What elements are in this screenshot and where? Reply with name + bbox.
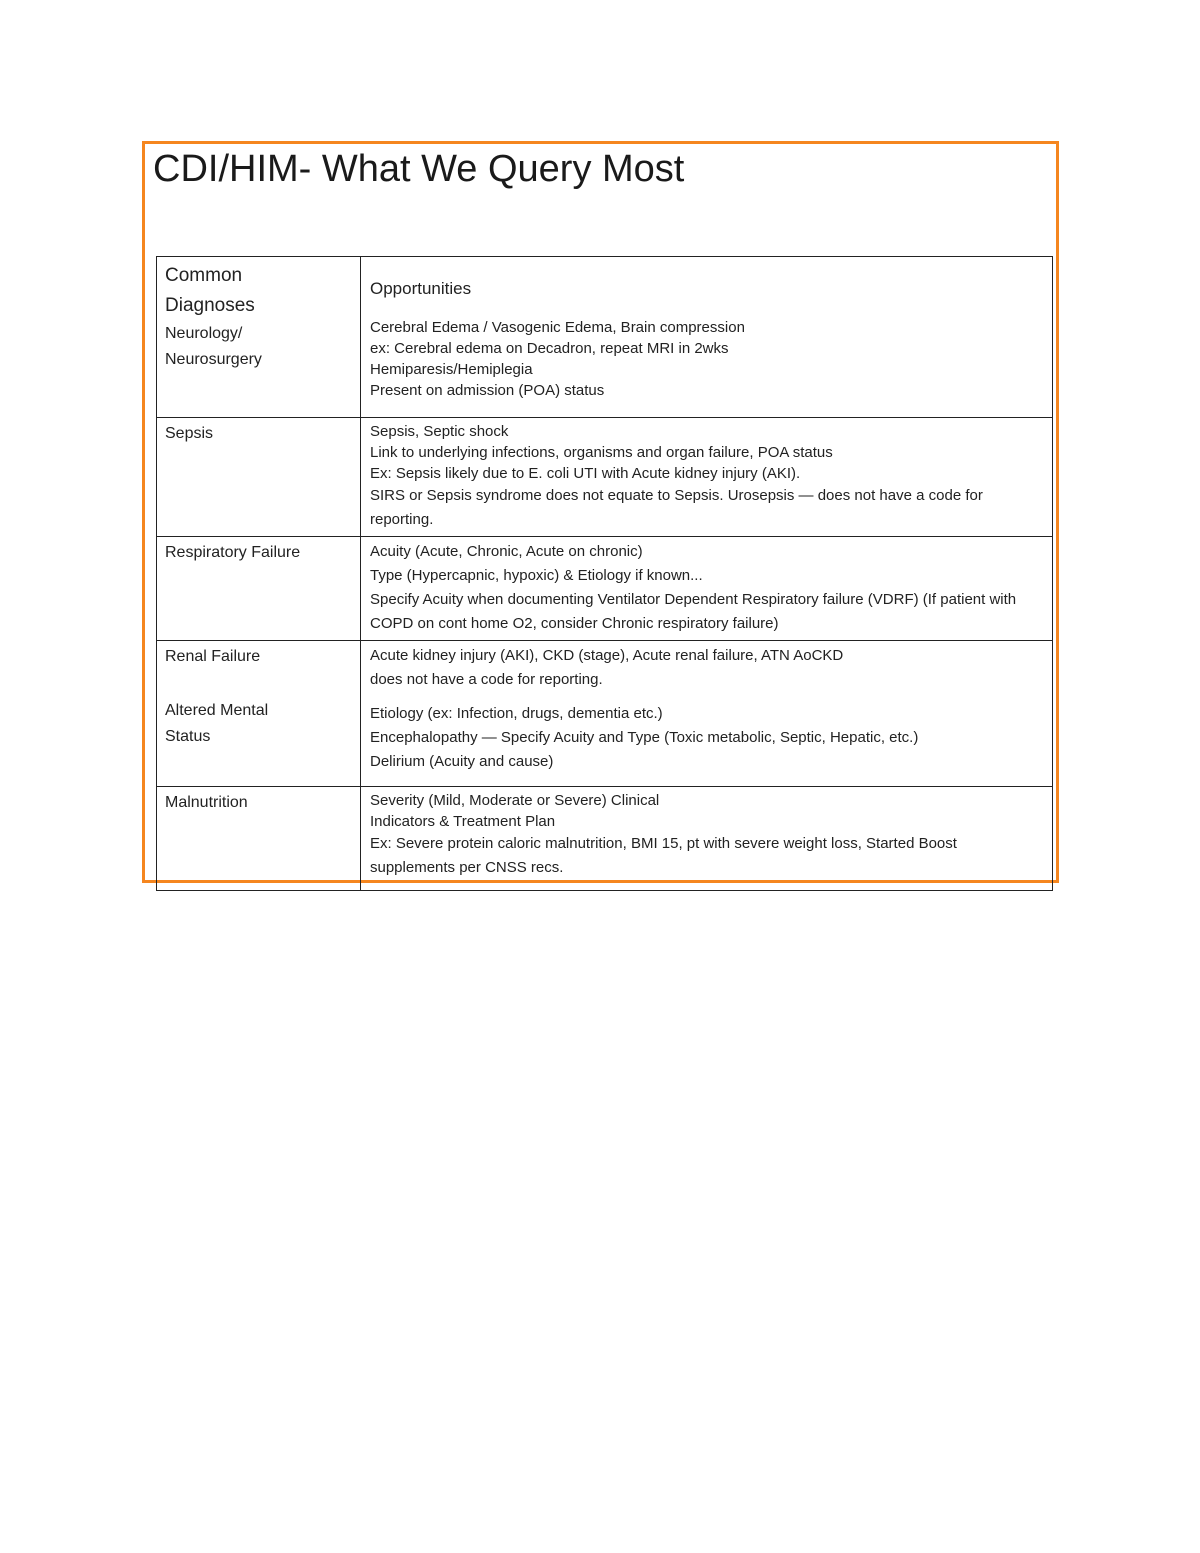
diagnosis-cell	[157, 418, 361, 537]
table-row	[157, 257, 1053, 418]
opportunity-line: Severity (Mild, Moderate or Severe) Clinical	[370, 792, 660, 809]
opportunity-line: Link to underlying infections, organisms and organ failure, POA status	[370, 444, 833, 461]
opportunity-line: SIRS or Sepsis syndrome does not equate to Sepsis. Urosepsis — does not have a code for reporting.	[370, 487, 983, 528]
opportunity-line: Acute kidney injury (AKI), CKD (stage), Acute renal failure, ATN AoCKD	[370, 647, 844, 664]
diagnosis-label: Altered Mental	[165, 702, 269, 719]
diagnosis-label: Neurology/ Neurosurgery	[165, 325, 262, 368]
opportunity-line: ex: Cerebral edema on Decadron, repeat MRI in 2wks	[370, 340, 729, 357]
opportunity-line: Cerebral Edema / Vasogenic Edema, Brain compression	[370, 319, 745, 336]
diagnosis-cell	[157, 787, 361, 891]
table-row	[157, 787, 1053, 891]
header-opportunities: Opportunities	[370, 279, 472, 298]
opportunity-line: Type (Hypercapnic, hypoxic) & Etiology if known...	[370, 567, 703, 584]
table-row	[157, 537, 1053, 641]
diagnosis-cell	[157, 641, 361, 787]
diagnosis-label: Respiratory Failure	[165, 544, 301, 561]
opportunities-cell	[361, 257, 1053, 418]
opportunity-line: Etiology (ex: Infection, drugs, dementia etc.)	[370, 705, 663, 722]
opportunity-line: Ex: Sepsis likely due to E. coli UTI with Acute kidney injury (AKI).	[370, 465, 801, 482]
opportunity-line: Hemiparesis/Hemiplegia	[370, 361, 533, 378]
opportunity-line: Sepsis, Septic shock	[370, 423, 509, 440]
diagnosis-cell	[157, 537, 361, 641]
opportunity-line: does not have a code for reporting.	[370, 671, 603, 688]
opportunities-cell	[361, 641, 1053, 787]
opportunities-cell	[361, 787, 1053, 891]
diagnosis-cell	[157, 257, 361, 418]
diagnosis-label: Malnutrition	[165, 794, 248, 811]
table-row	[157, 418, 1053, 537]
opportunity-line: Delirium (Acuity and cause)	[370, 753, 554, 770]
table-row	[157, 641, 1053, 787]
page-title: CDI/HIM- What We Query Most	[153, 148, 685, 190]
opportunity-line: Present on admission (POA) status	[370, 382, 605, 399]
diagnosis-label: Renal Failure	[165, 648, 261, 665]
query-table	[156, 256, 1053, 891]
opportunities-cell	[361, 537, 1053, 641]
opportunity-line: Ex: Severe protein caloric malnutrition, BMI 15, pt with severe weight loss, Started Boost supplements per CNSS recs.	[370, 835, 957, 876]
opportunities-cell	[361, 418, 1053, 537]
slide-frame	[142, 141, 1059, 883]
diagnosis-label: Status	[165, 728, 211, 745]
header-diagnoses: Common Diagnoses	[165, 265, 255, 316]
opportunity-line: Indicators & Treatment Plan	[370, 813, 556, 830]
opportunity-line: Specify Acuity when documenting Ventilator Dependent Respiratory failure (VDRF) (If patient with COPD on cont home O2, consider Chronic respiratory failure)	[370, 591, 1017, 632]
opportunity-line: Encephalopathy — Specify Acuity and Type (Toxic metabolic, Septic, Hepatic, etc.)	[370, 729, 919, 746]
diagnosis-label: Sepsis	[165, 425, 214, 442]
opportunity-line: Acuity (Acute, Chronic, Acute on chronic)	[370, 543, 643, 560]
